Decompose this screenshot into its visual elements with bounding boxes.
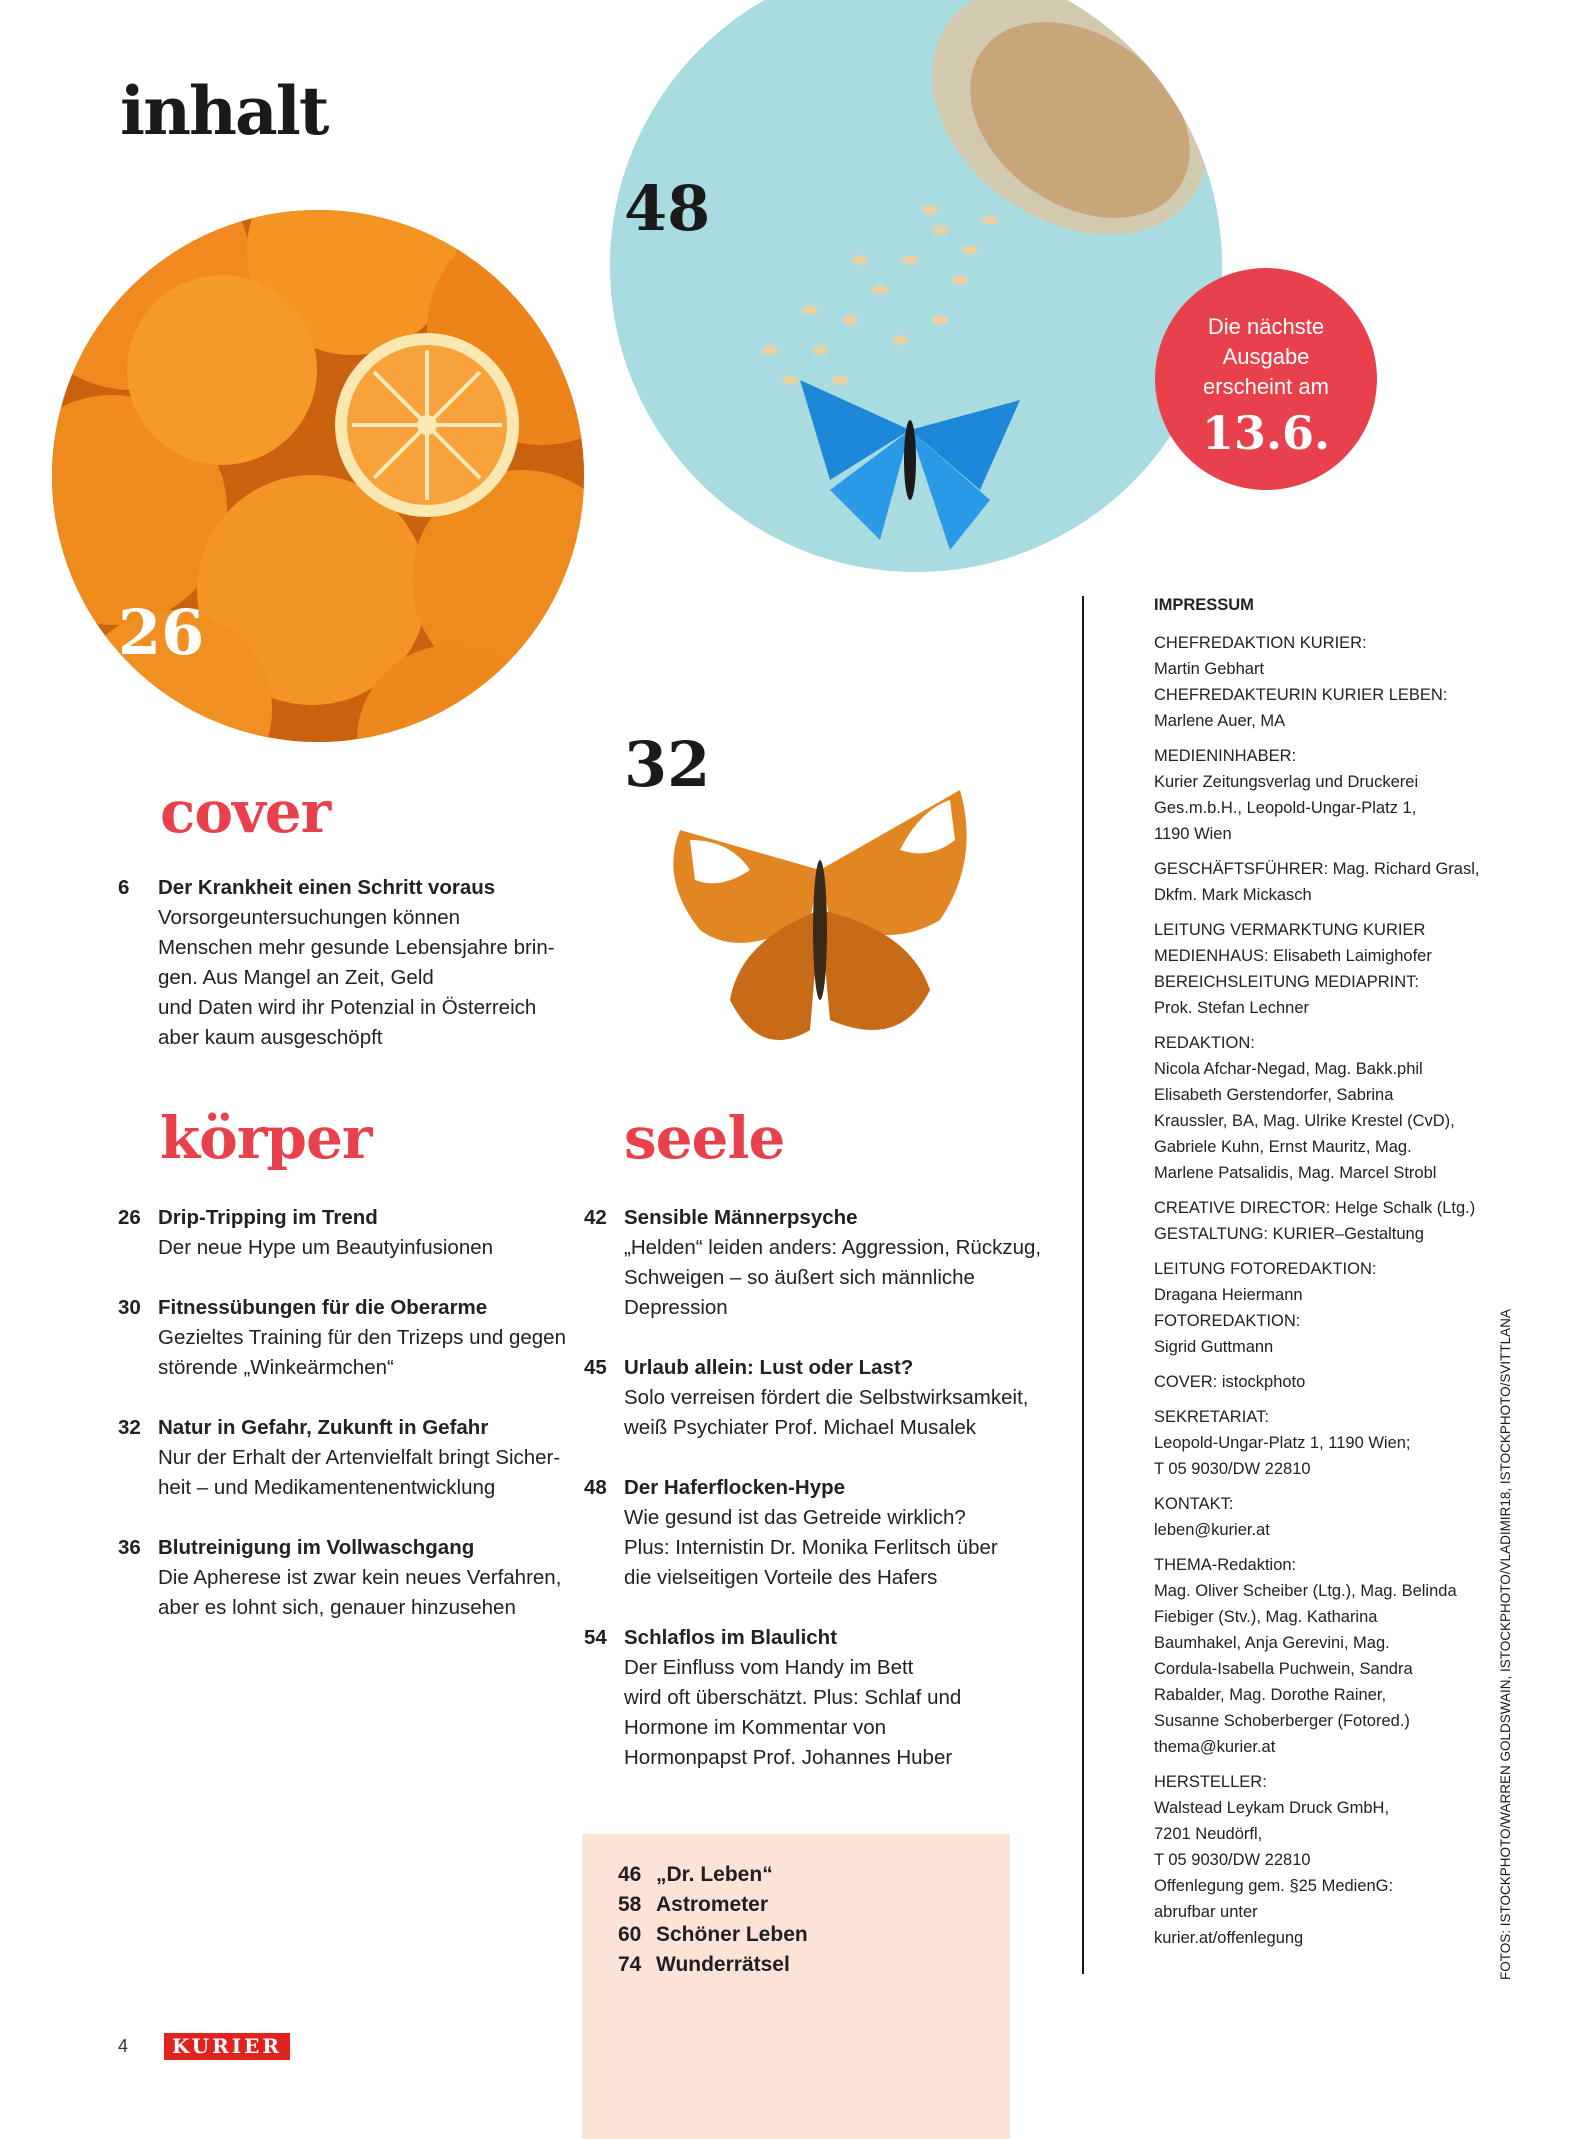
- imprint-line: FOTOREDAKTION:: [1154, 1312, 1301, 1330]
- page-number: 4: [118, 2036, 129, 2056]
- imprint-line: Offenlegung gem. §25 MedienG:: [1154, 1877, 1394, 1895]
- imprint-line: Dragana Heiermann: [1154, 1286, 1303, 1304]
- imprint-blocks: [1154, 630, 1480, 1951]
- imprint-line: REDAKTION:: [1154, 1034, 1255, 1052]
- imprint-line: Martin Gebhart: [1154, 660, 1265, 678]
- imprint-line: Ges.m.b.H., Leopold-Ungar-Platz 1,: [1154, 799, 1417, 817]
- list-item[interactable]: 60 Schöner Leben: [618, 1923, 808, 1946]
- section-heading-cover: cover: [160, 778, 331, 846]
- imprint-line: SEKRETARIAT:: [1154, 1408, 1269, 1426]
- imprint-line: MEDIENHAUS: Elisabeth Laimighofer: [1154, 947, 1432, 965]
- imprint-line: Dkfm. Mark Mickasch: [1154, 886, 1312, 904]
- imprint-line: GESTALTUNG: KURIER–Gestaltung: [1154, 1225, 1424, 1243]
- imprint-line: Fiebiger (Stv.), Mag. Katharina: [1154, 1608, 1378, 1626]
- imprint-line: Susanne Schoberberger (Fotored.): [1154, 1712, 1410, 1730]
- imprint-line: 7201 Neudörfl,: [1154, 1825, 1263, 1843]
- list-item[interactable]: 74 Wunderrätsel: [618, 1953, 790, 1976]
- imprint-block: [1154, 1195, 1474, 1247]
- imprint-line: abrufbar unter: [1154, 1903, 1258, 1921]
- imprint-block: [1154, 630, 1474, 734]
- imprint-line: BEREICHSLEITUNG MEDIAPRINT:: [1154, 973, 1419, 991]
- toc-entry[interactable]: 32 Natur in Gefahr, Zukunft in Gefahr Nur der Erhalt der Artenvielfalt bringt Sicher- heit – und Medikamentenentwicklung: [118, 1416, 561, 1499]
- imprint-line: CHEFREDAKTION KURIER:: [1154, 634, 1367, 652]
- oranges-page-number: 26: [118, 596, 205, 669]
- imprint-line: Sigrid Guttmann: [1154, 1338, 1274, 1356]
- imprint-line: COVER: istockphoto: [1154, 1373, 1306, 1391]
- toc-entry[interactable]: 42 Sensible Männerpsyche „Helden“ leiden anders: Aggression, Rückzug, Schweigen – so äußert sich männliche Depression: [584, 1206, 1042, 1319]
- page-title: inhalt: [120, 72, 328, 150]
- imprint-block: [1154, 743, 1474, 847]
- imprint-block: [1154, 917, 1474, 1021]
- imprint-line[interactable]: thema@kurier.at: [1154, 1738, 1276, 1756]
- butterfly-photo: [660, 770, 980, 1075]
- imprint-line: LEITUNG VERMARKTUNG KURIER: [1154, 921, 1426, 939]
- imprint: [1154, 592, 1480, 1960]
- imprint-heading: IMPRESSUM: [1154, 596, 1254, 614]
- oats-photo: [610, 0, 1222, 572]
- imprint-line: MEDIENINHABER:: [1154, 747, 1297, 765]
- imprint-line: CREATIVE DIRECTOR: Helge Schalk (Ltg.): [1154, 1199, 1476, 1217]
- entry-title: Der Krankheit einen Schritt voraus: [158, 876, 496, 899]
- imprint-line: Marlene Auer, MA: [1154, 712, 1286, 730]
- imprint-line: Leopold-Ungar-Platz 1, 1190 Wien;: [1154, 1434, 1411, 1452]
- imprint-block: [1154, 1769, 1474, 1951]
- toc-entry[interactable]: 45 Urlaub allein: Lust oder Last? Solo verreisen fördert die Selbstwirksamkeit, weiß Psychiater Prof. Michael Musalek: [584, 1356, 1029, 1439]
- imprint-block: [1154, 856, 1480, 908]
- imprint-line: CHEFREDAKTEURIN KURIER LEBEN:: [1154, 686, 1448, 704]
- section-heading-seele: seele: [624, 1104, 785, 1172]
- imprint-block: [1154, 1030, 1474, 1186]
- imprint-line: Nicola Afchar-Negad, Mag. Bakk.phil: [1154, 1060, 1423, 1078]
- imprint-line: Walstead Leykam Druck GmbH,: [1154, 1799, 1390, 1817]
- imprint-line: 1190 Wien: [1154, 825, 1232, 843]
- imprint-line: Elisabeth Gerstendorfer, Sabrina: [1154, 1086, 1394, 1104]
- oats-page-number: 48: [624, 172, 711, 245]
- badge-text: Die nächste Ausgabe erscheint am: [1203, 314, 1329, 399]
- imprint-block: [1154, 1491, 1474, 1543]
- toc-entry[interactable]: 48 Der Haferflocken-Hype Wie gesund ist das Getreide wirklich? Plus: Internistin Dr. Monika Ferlitsch über die vielseitigen Vorteile des Hafers: [584, 1476, 998, 1589]
- imprint-block: [1154, 1369, 1474, 1395]
- oats-illustration: [610, 0, 1222, 572]
- list-item[interactable]: 46 „Dr. Leben“: [618, 1863, 773, 1886]
- imprint-line: Marlene Patsalidis, Mag. Marcel Strobl: [1154, 1164, 1437, 1182]
- imprint-line: Kraussler, BA, Mag. Ulrike Krestel (CvD),: [1154, 1112, 1455, 1130]
- imprint-line: Prok. Stefan Lechner: [1154, 999, 1310, 1017]
- rubrics-list: [618, 1860, 808, 1980]
- entry-page-number: 6: [118, 876, 130, 899]
- imprint-line: T 05 9030/DW 22810: [1154, 1851, 1311, 1869]
- imprint-line: KONTAKT:: [1154, 1495, 1234, 1513]
- column-divider: [1082, 596, 1084, 1974]
- imprint-line: GESCHÄFTSFÜHRER: Mag. Richard Grasl,: [1154, 860, 1480, 878]
- imprint-line: Gabriele Kuhn, Ernst Mauritz, Mag.: [1154, 1138, 1412, 1156]
- toc-entry[interactable]: 6 Der Krankheit einen Schritt voraus Vorsorgeuntersuchungen können Menschen mehr gesunde Lebensjahre brin- gen. Aus Mangel an Zeit, Geld und Daten wird ihr Potenzial in Österreich aber kaum ausgeschöpft: [118, 873, 588, 1053]
- toc-entry[interactable]: 30 Fitnessübungen für die Oberarme Gezieltes Training für den Trizeps und gegen störende „Winkeärmchen“: [118, 1296, 566, 1379]
- imprint-line: Mag. Oliver Scheiber (Ltg.), Mag. Belinda: [1154, 1582, 1457, 1600]
- kurier-logo: KURIER: [164, 2033, 290, 2060]
- badge-date: 13.6.: [1201, 406, 1331, 460]
- section-heading-koerper: körper: [160, 1104, 372, 1172]
- imprint-line: THEMA-Redaktion:: [1154, 1556, 1297, 1574]
- next-issue-badge: [1155, 268, 1377, 490]
- toc-entry[interactable]: 36 Blutreinigung im Vollwaschgang Die Apherese ist zwar kein neues Verfahren, aber es lohnt sich, genauer hinzusehen: [118, 1536, 562, 1619]
- imprint-block: [1154, 1256, 1474, 1360]
- toc-entry[interactable]: 54 Schlaflos im Blaulicht Der Einfluss vom Handy im Bett wird oft überschätzt. Plus: Schlaf und Hormone im Kommentar von Hormonpapst Prof. Johannes Huber: [584, 1626, 962, 1769]
- imprint-line[interactable]: kurier.at/offenlegung: [1154, 1929, 1304, 1947]
- imprint-line: T 05 9030/DW 22810: [1154, 1460, 1311, 1478]
- imprint-line: LEITUNG FOTOREDAKTION:: [1154, 1260, 1377, 1278]
- imprint-block: [1154, 1552, 1474, 1760]
- imprint-line[interactable]: leben@kurier.at: [1154, 1521, 1270, 1539]
- imprint-line: Baumhakel, Anja Gerevini, Mag.: [1154, 1634, 1390, 1652]
- list-item[interactable]: 58 Astrometer: [618, 1893, 769, 1916]
- imprint-line: Rabalder, Mag. Dorothe Rainer,: [1154, 1686, 1387, 1704]
- photo-credits: FOTOS: ISTOCKPHOTO/WARREN GOLDSWAIN, ISTOCKPHOTO/VLADIMIR18, ISTOCKPHOTO/SVITTLANA: [1498, 1309, 1513, 1980]
- toc-entry[interactable]: 26 Drip-Tripping im Trend Der neue Hype um Beautyinfusionen: [118, 1206, 494, 1259]
- imprint-line: Kurier Zeitungsverlag und Druckerei: [1154, 773, 1419, 791]
- imprint-line: HERSTELLER:: [1154, 1773, 1267, 1791]
- butterfly-page-number: 32: [624, 728, 711, 801]
- butterfly-illustration: [660, 770, 980, 1070]
- imprint-line: Cordula-Isabella Puchwein, Sandra: [1154, 1660, 1413, 1678]
- imprint-block: [1154, 1404, 1474, 1482]
